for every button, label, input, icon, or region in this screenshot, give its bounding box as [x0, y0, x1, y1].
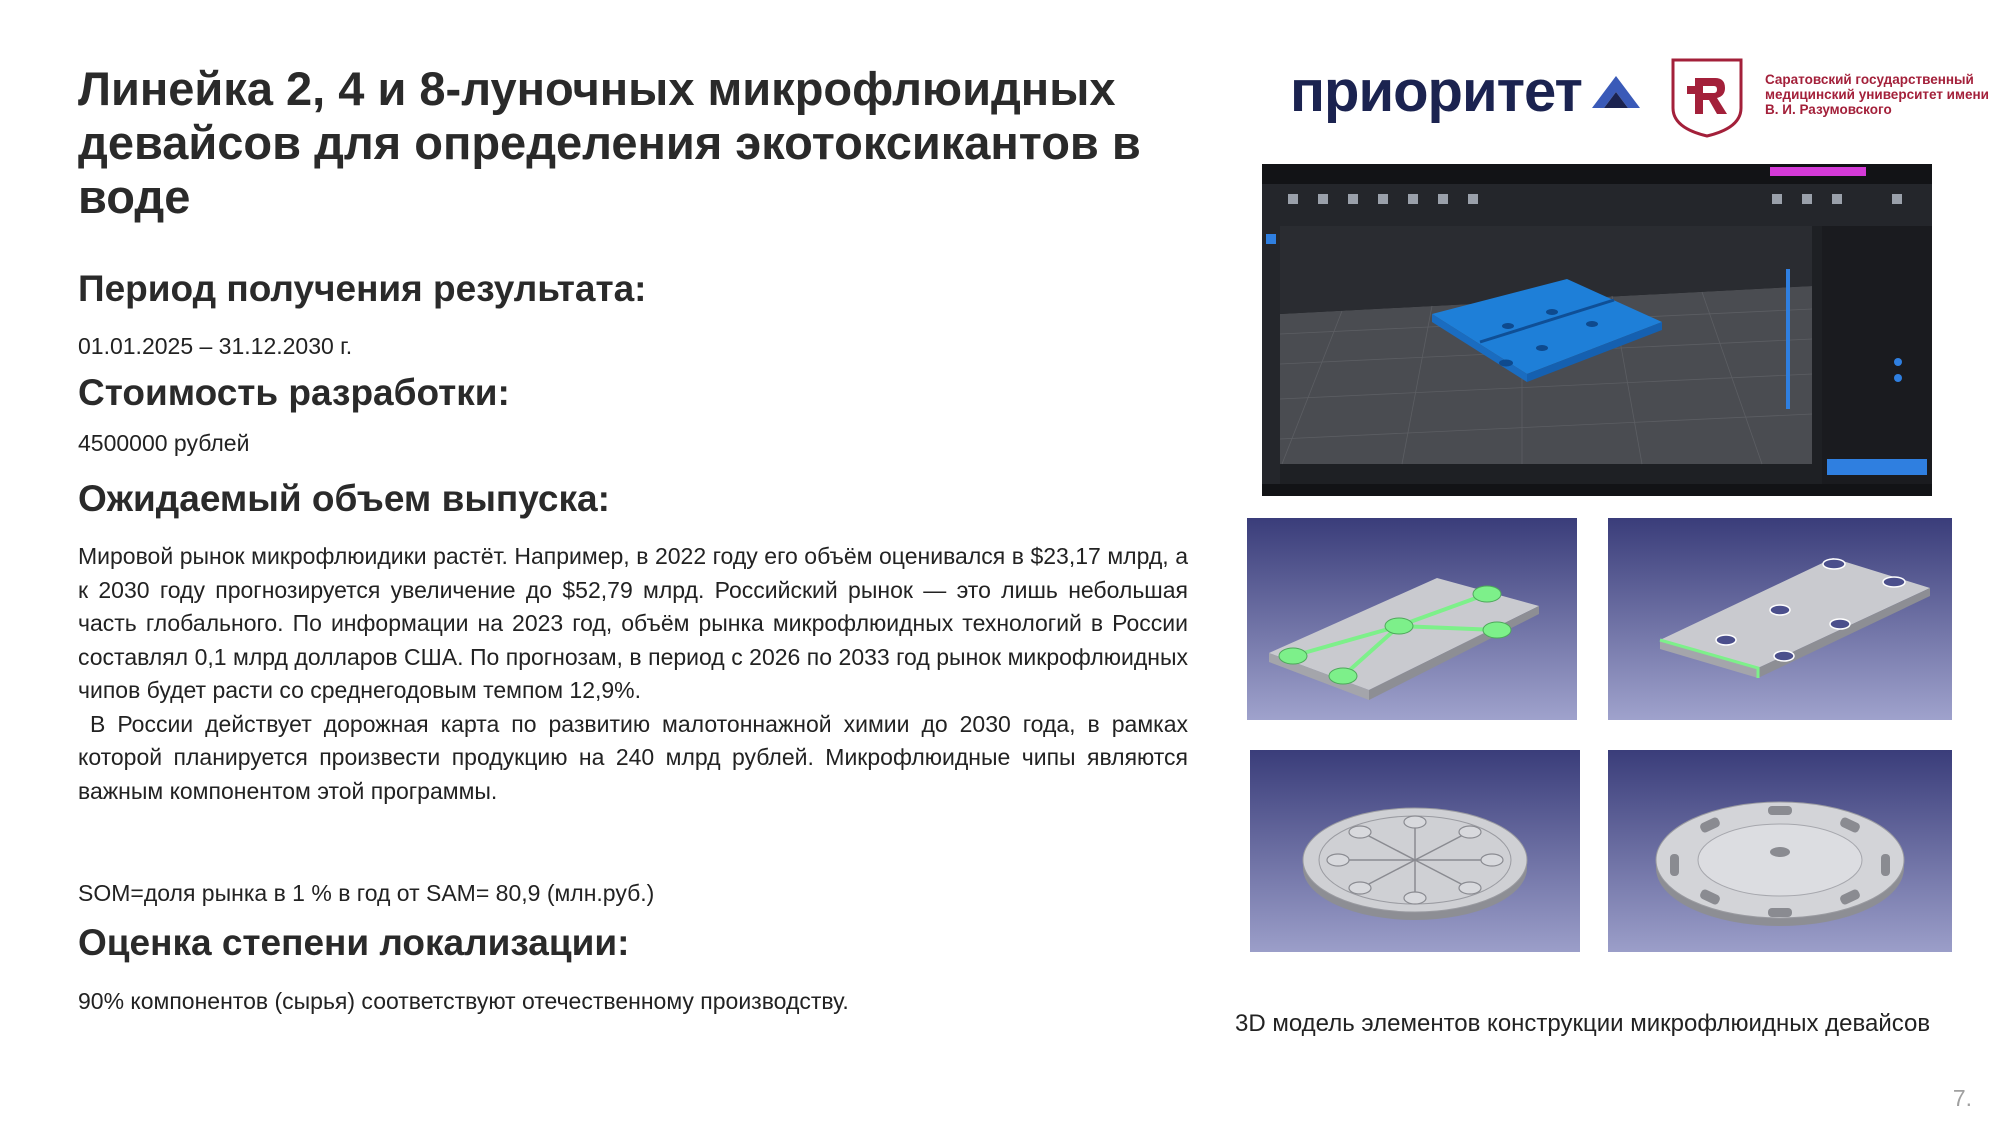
slicer-screenshot-drawing — [1262, 164, 1932, 496]
volume-paragraph-1: Мировой рынок микрофлюидики растёт. Например, в 2022 году его объём оценивался в $23,17 млрд, а к 2030 году прогнозируется увеличение до $52,79 млрд. Российский рынок — это лишь небольшая часть глобального. По информации на 2023 год, объём рынка микрофлюидных технологий в России составлял 0,1 млрд долларов США. По прогнозам, в период с 2026 по 2033 год рынок микрофлюидных чипов будет расти со среднегодовым темпом 12,9%. — [78, 543, 1188, 703]
volume-paragraph-2: В России действует дорожная карта по развитию малотоннажной химии до 2030 года, в рамках которой планируется произвести продукцию на 240 млрд рублей. Микрофлюидные чипы являются важным компонентом этой программы. — [78, 710, 1195, 804]
cad-image-2-well — [1247, 518, 1577, 720]
period-heading: Период получения результата: — [78, 268, 647, 309]
page-title: Линейка 2, 4 и 8-луночных микрофлюидных девайсов для определения экотоксикантов в воде — [78, 62, 1141, 223]
page-number: 7. — [1952, 1085, 1972, 1111]
cad-2-well-drawing — [1247, 518, 1577, 720]
localization-heading: Оценка степени локализации: — [78, 922, 630, 963]
priority-logo-text: приоритет — [1290, 59, 1582, 124]
cad-4-well-drawing — [1608, 518, 1952, 720]
university-name: Саратовский государственный медицинский университет имени В. И. Разумовского — [1765, 72, 1989, 117]
volume-heading: Ожидаемый объем выпуска: — [78, 478, 610, 519]
slicer-screenshot — [1262, 164, 1932, 496]
volume-body — [78, 540, 1195, 808]
cad-8-well-disc-slots-drawing — [1608, 750, 1952, 952]
period-text: 01.01.2025 – 31.12.2030 г. — [78, 333, 353, 359]
figure-caption: 3D модель элементов конструкции микрофлюидных девайсов — [1235, 1010, 1931, 1037]
cad-8-well-disc-drawing — [1250, 750, 1580, 952]
som-text: SOM=доля рынка в 1 % в год от SAM= 80,9 (млн.руб.) — [78, 880, 655, 906]
cost-heading: Стоимость разработки: — [78, 372, 510, 413]
localization-text: 90% компонентов (сырья) соответствуют отечественному производству. — [78, 988, 849, 1014]
cad-image-8-well-disc — [1250, 750, 1580, 952]
cad-image-4-well — [1608, 518, 1952, 720]
cad-image-8-well-disc-slots — [1608, 750, 1952, 952]
cost-text: 4500000 рублей — [78, 430, 250, 456]
priority-mark-icon — [1592, 72, 1640, 108]
university-emblem-icon — [1665, 56, 1749, 138]
